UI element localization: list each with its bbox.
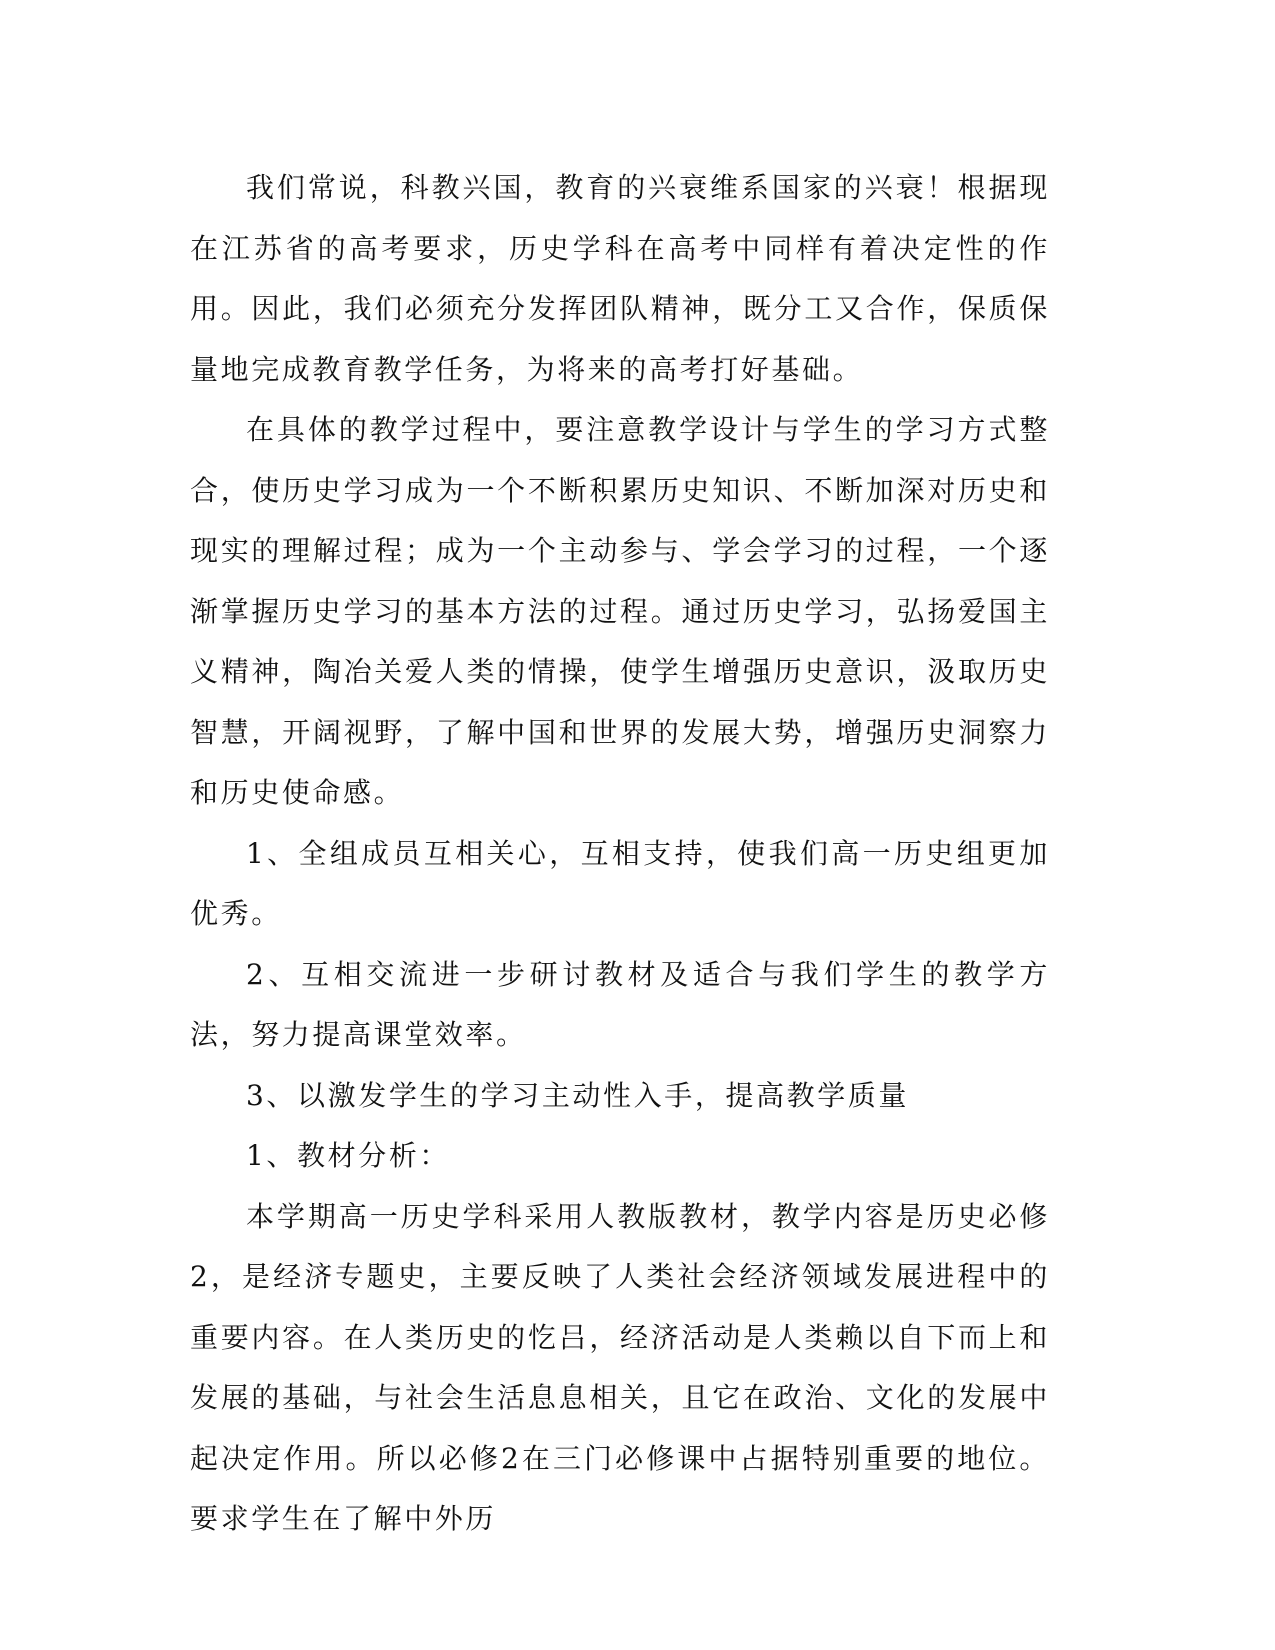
paragraph-intro: 我们常说，科教兴国，教育的兴衰维系国家的兴衰！根据现在江苏省的高考要求，历史学科在高考中同样有着决定性的作用。因此，我们必须充分发挥团队精神，既分工又合作，保质保量地完成教育教学任务，为将来的高考打好基础。 bbox=[190, 171, 1050, 386]
paragraph-teaching-process: 在具体的教学过程中，要注意教学设计与学生的学习方式整合，使历史学习成为一个不断积累历史知识、不断加深对历史和现实的理解过程；成为一个主动参与、学会学习的过程，一个逐渐掌握历史学习的基本方法的过程。通过历史学习，弘扬爱国主义精神，陶冶关爱人类的情操，使学生增强历史意识，汲取历史智慧，开阔视野，了解中国和世界的发展大势，增强历史洞察力和历史使命感。 bbox=[190, 413, 1050, 809]
document-body bbox=[190, 158, 1050, 1550]
list-item-goal-3: 3、以激发学生的学习主动性入手，提高教学质量 bbox=[246, 1078, 910, 1112]
section-heading-textbook-analysis: 1、教材分析： bbox=[246, 1139, 451, 1172]
list-item-goal-2: 2、互相交流进一步研讨教材及适合与我们学生的教学方法，努力提高课堂效率。 bbox=[190, 957, 1050, 1051]
list-item-goal-1: 1、全组成员互相关心，互相支持，使我们高一历史组更加优秀。 bbox=[190, 836, 1050, 930]
paragraph-textbook-analysis: 本学期高一历史学科采用人教版教材，教学内容是历史必修2，是经济专题史，主要反映了人类社会经济领域发展进程中的重要内容。在人类历史的忔吕，经济活动是人类赖以自下而上和发展的基础，与社会生活息息相关，且它在政治、文化的发展中起决定作用。所以必修2在三门必修课中占据特别重要的地位。要求学生在了解中外历 bbox=[190, 1199, 1050, 1535]
